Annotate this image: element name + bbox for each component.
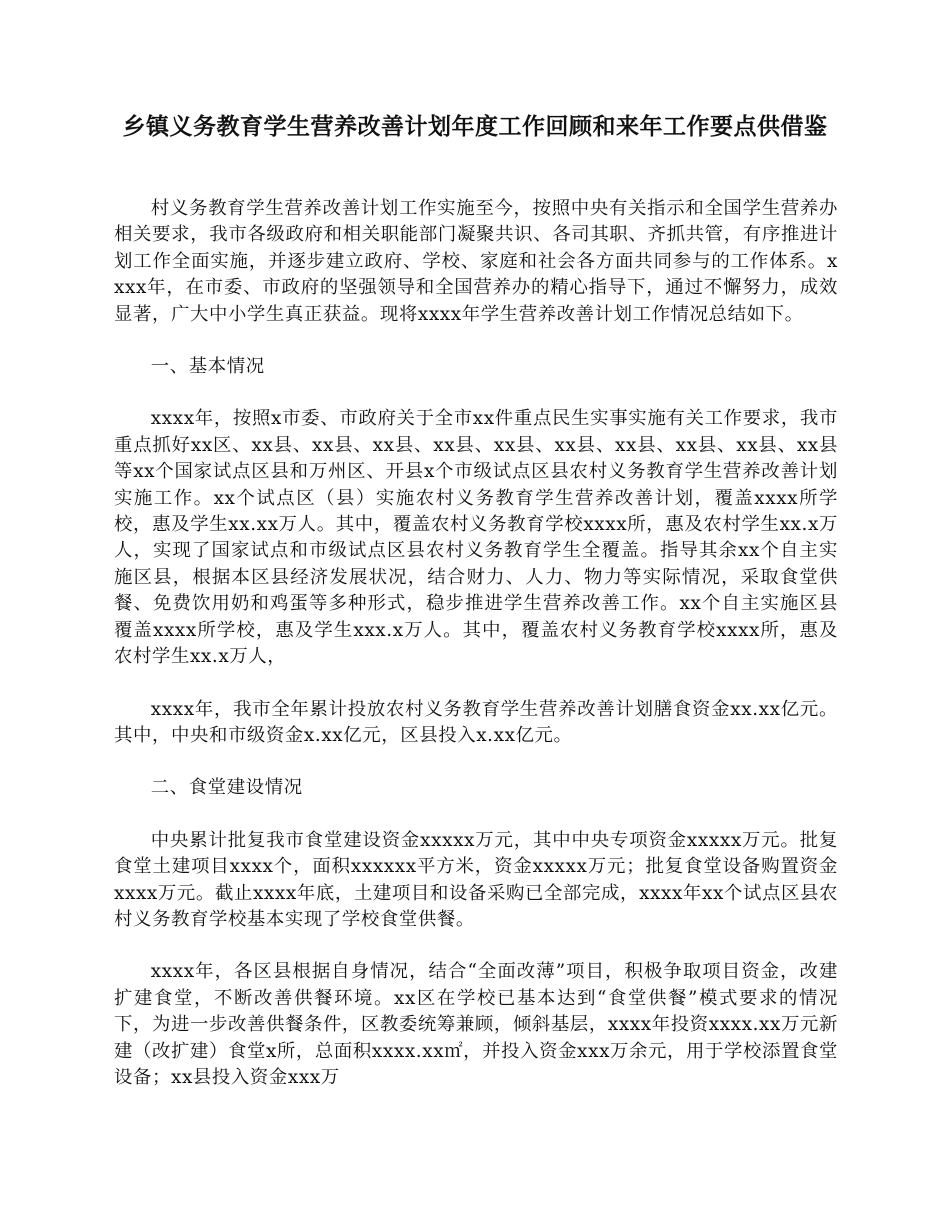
basic-situation-paragraph: xxxx年，按照x市委、市政府关于全市xx件重点民生实事实施有关工作要求，我市重点抓好xx区、xx县、xx县、xx县、xx县、xx县、xx县、xx县、xx县、xx县、xx县等xx个国家试点区县和万州区、开县x个市级试点区县农村义务教育学生营养改善计划实施工作。xx个试点区（县）实施农村义务教育学生营养改善计划，覆盖xxxx所学校，惠及学生xx.xx万人。其中，覆盖农村义务教育学校xxxx所，惠及农村学生xx.x万人，实现了国家试点和市级试点区县农村义务教育学生全覆盖。指导其余xx个自主实施区县，根据本区县经济发展状况，结合财力、人力、物力等实际情况，采取食堂供餐、免费饮用奶和鸡蛋等多种形式，稳步推进学生营养改善工作。xx个自主实施区县覆盖xxxx所学校，惠及学生xxx.x万人。其中，覆盖农村义务教育学校xxxx所，惠及农村学生xx.x万人， — [114, 408, 838, 668]
section-heading-basic: 一、基本情况 — [150, 356, 265, 378]
funding-paragraph: xxxx年，我市全年累计投放农村义务教育学生营养改善计划膳食资金xx.xx亿元。其中，中央和市级资金x.xx亿元，区县投入x.xx亿元。 — [114, 698, 838, 746]
canteen-funding-paragraph: 中央累计批复我市食堂建设资金xxxxx万元，其中中央专项资金xxxxx万元。批复食堂土建项目xxxx个，面积xxxxxx平方米，资金xxxxx万元；批复食堂设备购置资金xxxx万元。截止xxxx年底，土建项目和设备采购已全部完成，xxxx年xx个试点区县农村义务教育学校基本实现了学校食堂供餐。 — [114, 829, 838, 930]
section-heading-canteen: 二、食堂建设情况 — [150, 777, 303, 799]
document-body — [114, 196, 838, 1117]
document-title: 乡镇义务教育学生营养改善计划年度工作回顾和来年工作要点供借鉴 — [122, 114, 828, 140]
intro-paragraph: 村义务教育学生营养改善计划工作实施至今，按照中央有关指示和全国学生营养办相关要求，我市各级政府和相关职能部门凝聚共识、各司其职、齐抓共管，有序推进计划工作全面实施，并逐步建立政府、学校、家庭和社会各方面共同参与的工作体系。xxxx年，在市委、市政府的坚强领导和全国营养办的精心指导下，通过不懈努力，成效显著，广大中小学生真正获益。现将xxxx年学生营养改善计划工作情况总结如下。 — [114, 198, 838, 325]
canteen-expansion-paragraph: xxxx年，各区县根据自身情况，结合“全面改薄”项目，积极争取项目资金，改建扩建食堂，不断改善供餐环境。xx区在学校已基本达到“食堂供餐”模式要求的情况下，为进一步改善供餐条件，区教委统筹兼顾，倾斜基层，xxxx年投资xxxx.xx万元新建（改扩建）食堂x所，总面积xxxx.xx㎡，并投入资金xxx万余元，用于学校添置食堂设备；xx县投入资金xxx万 — [114, 961, 838, 1088]
